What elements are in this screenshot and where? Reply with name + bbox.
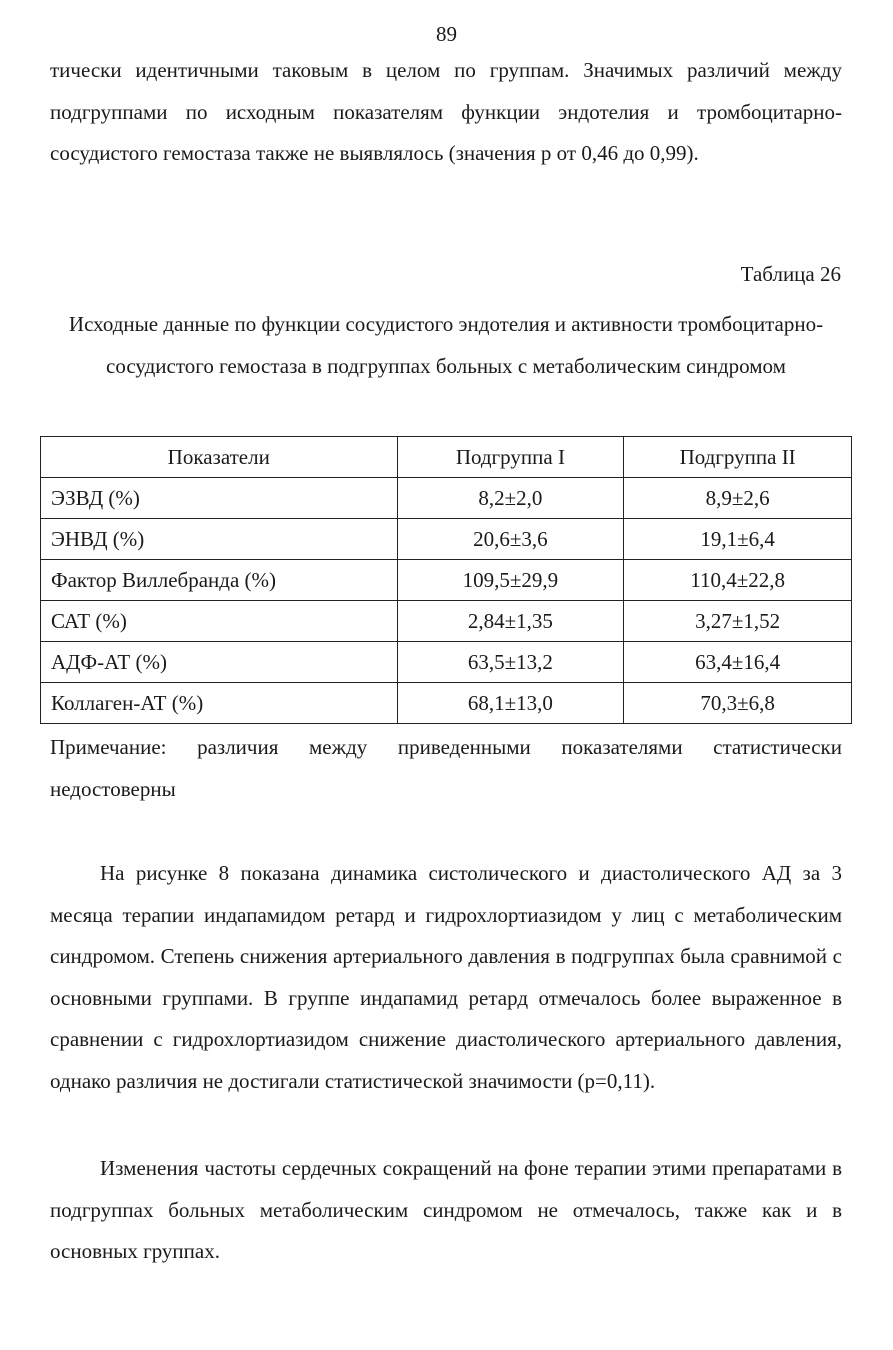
table-cell-value: 8,2±2,0 [397,478,624,519]
table-row [41,683,852,724]
table-row [41,519,852,560]
table-cell-indicator: АДФ-АТ (%) [41,642,398,683]
table-cell-value: 63,5±13,2 [397,642,624,683]
table-row [41,642,852,683]
table-cell-value: 68,1±13,0 [397,683,624,724]
table-header-row [41,437,852,478]
data-table [40,436,852,724]
paragraph-figure-8: На рисунке 8 показана динамика систолического и диастолического АД за 3 месяца терапии индапамидом ретард и гидрохлортиазидом у лиц с метаболическим синдромом. Степень снижения артериального давления в подгруппах была сравнимой с основными группами. В группе индапамид ретард отмечалось более выраженное в сравнении с гидрохлортиазидом снижение диастолического артериального давления, однако различия не достигали статистической значимости (р=0,11). [50,861,842,1093]
table-cell-value: 109,5±29,9 [397,560,624,601]
table-cell-indicator: Коллаген-АТ (%) [41,683,398,724]
table-note: Примечание: различия между приведенными показателями статистически недостоверны [50,735,842,801]
table-row [41,560,852,601]
table-cell-value: 70,3±6,8 [624,683,852,724]
table-cell-value: 63,4±16,4 [624,642,852,683]
column-header: Показатели [41,437,398,478]
table-cell-indicator: САТ (%) [41,601,398,642]
table-cell-indicator: Фактор Виллебранда (%) [41,560,398,601]
table-cell-value: 110,4±22,8 [624,560,852,601]
table-cell-indicator: ЭЗВД (%) [41,478,398,519]
table-cell-value: 3,27±1,52 [624,601,852,642]
table-row [41,601,852,642]
column-header: Подгруппа I [397,437,624,478]
table-label: Таблица 26 [740,262,841,286]
table-cell-indicator: ЭНВД (%) [41,519,398,560]
table-cell-value: 19,1±6,4 [624,519,852,560]
table-cell-value: 2,84±1,35 [397,601,624,642]
table-cell-value: 20,6±3,6 [397,519,624,560]
column-header: Подгруппа II [624,437,852,478]
page-number: 89 [436,22,457,46]
paragraph-heart-rate: Изменения частоты сердечных сокращений на фоне терапии этими препаратами в подгруппах больных метаболическим синдромом не отмечалось, также как и в основных группах. [50,1156,842,1263]
table-cell-value: 8,9±2,6 [624,478,852,519]
paragraph-intro: тически идентичными таковым в целом по группам. Значимых различий между подгруппами по исходным показателям функции эндотелия и тромбоцитарно-сосудистого гемостаза также не выявлялось (значения р от 0,46 до 0,99). [50,58,842,165]
table-row [41,478,852,519]
table-caption: Исходные данные по функции сосудистого эндотелия и активности тромбоцитарно-сосудистого гемостаза в подгруппах больных с метаболическим синдромом [68,312,824,378]
